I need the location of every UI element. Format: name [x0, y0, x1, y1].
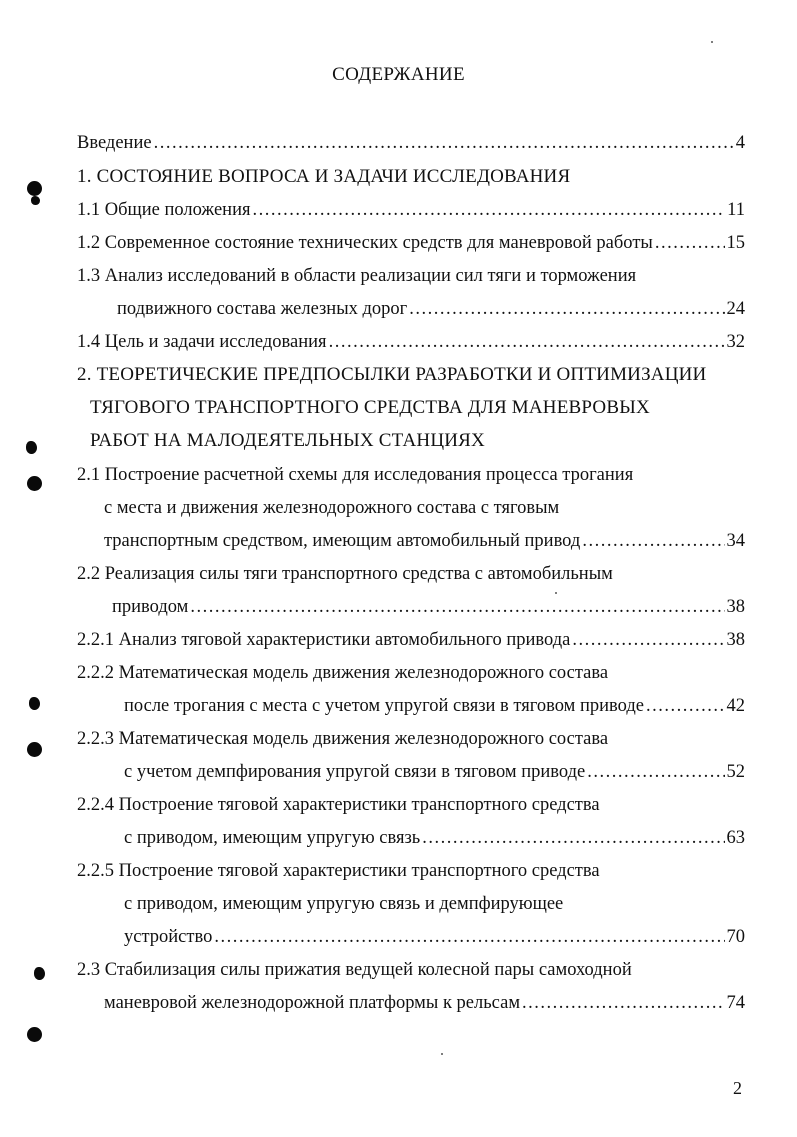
toc-entry-text: подвижного состава железных дорог	[117, 299, 408, 319]
punch-hole-mark	[27, 476, 42, 491]
toc-entry-2-3[interactable]	[104, 991, 745, 1015]
toc-page-number: 32	[726, 332, 745, 352]
toc-entry-text: 2.2.1 Анализ тяговой характеристики автомобильного привода	[77, 630, 571, 650]
toc-entry-intro[interactable]	[77, 131, 745, 155]
toc-entry-2-2[interactable]	[112, 595, 745, 619]
toc-entry-2-2-5-line1[interactable]: 2.2.5 Построение тяговой характеристики транспортного средства	[77, 861, 600, 881]
toc-entry-2-2-3[interactable]	[124, 760, 745, 784]
scan-speck	[711, 41, 713, 43]
punch-hole-mark	[26, 441, 37, 454]
toc-page-number: 15	[726, 233, 745, 253]
dot-leader	[655, 231, 725, 255]
dot-leader	[253, 198, 726, 222]
scan-speck	[555, 592, 557, 594]
toc-entry-2-2-4-line1[interactable]: 2.2.4 Построение тяговой характеристики транспортного средства	[77, 795, 600, 815]
toc-chapter-2-line1[interactable]: 2. ТЕОРЕТИЧЕСКИЕ ПРЕДПОСЫЛКИ РАЗРАБОТКИ И ОПТИМИЗАЦИИ	[77, 364, 707, 385]
toc-chapter-2-line2[interactable]: ТЯГОВОГО ТРАНСПОРТНОГО СРЕДСТВА ДЛЯ МАНЕВРОВЫХ	[90, 397, 650, 418]
toc-page-number: 11	[727, 200, 745, 220]
dot-leader	[190, 595, 724, 619]
page-title: СОДЕРЖАНИЕ	[332, 64, 465, 85]
toc-entry-1-4[interactable]	[77, 330, 745, 354]
toc-entry-2-2-4[interactable]	[124, 826, 745, 850]
scan-speck	[441, 1053, 443, 1055]
toc-entry-2-3-line1[interactable]: 2.3 Стабилизация силы прижатия ведущей колесной пары самоходной	[77, 960, 632, 980]
toc-page-number: 70	[726, 927, 745, 947]
punch-hole-mark	[29, 697, 40, 710]
toc-entry-2-1[interactable]	[104, 529, 745, 553]
toc-entry-2-2-5[interactable]	[124, 925, 745, 949]
dot-leader	[587, 760, 724, 784]
toc-entry-1-3-line1[interactable]: 1.3 Анализ исследований в области реализации сил тяги и торможения	[77, 266, 637, 286]
toc-page-number: 52	[726, 762, 745, 782]
toc-entry-1-1[interactable]	[77, 198, 745, 222]
toc-entry-2-2-5-line2[interactable]: с приводом, имеющим упругую связь и демпфирующее	[124, 894, 564, 914]
toc-entry-1-2[interactable]	[77, 231, 745, 255]
toc-entry-text: 1.1 Общие положения	[77, 200, 251, 220]
dot-leader	[329, 330, 725, 354]
toc-page-number: 74	[726, 993, 745, 1013]
toc-entry-2-1-line2[interactable]: с места и движения железнодорожного состава с тяговым	[104, 498, 560, 518]
toc-entry-2-2-1[interactable]	[77, 628, 745, 652]
dot-leader	[214, 925, 724, 949]
toc-entry-text: 1.4 Цель и задачи исследования	[77, 332, 327, 352]
toc-entry-2-2-2[interactable]	[124, 694, 745, 718]
toc-entry-2-2-2-line1[interactable]: 2.2.2 Математическая модель движения железнодорожного состава	[77, 663, 609, 683]
toc-entry-text: после трогания с места с учетом упругой связи в тяговом приводе	[124, 696, 644, 716]
page-number: 2	[733, 1078, 742, 1098]
toc-page-number: 42	[726, 696, 745, 716]
toc-page-number: 38	[726, 597, 745, 617]
toc-page-number: 24	[726, 299, 745, 319]
toc-entry-text: Введение	[77, 133, 152, 153]
punch-hole-mark	[31, 196, 40, 205]
toc-page-number: 34	[726, 531, 745, 551]
toc-entry-1-3[interactable]	[117, 297, 745, 321]
dot-leader	[646, 694, 725, 718]
punch-hole-mark	[34, 967, 45, 980]
toc-page-number: 63	[726, 828, 745, 848]
dot-leader	[154, 131, 734, 155]
toc-entry-2-1-line1[interactable]: 2.1 Построение расчетной схемы для исследования процесса трогания	[77, 465, 634, 485]
dot-leader	[409, 297, 724, 321]
toc-entry-text: с приводом, имеющим упругую связь	[124, 828, 421, 848]
toc-entry-text: транспортным средством, имеющим автомобильный привод	[104, 531, 581, 551]
toc-page-number: 38	[726, 630, 745, 650]
toc-entry-2-2-line1[interactable]: 2.2 Реализация силы тяги транспортного средства с автомобильным	[77, 564, 613, 584]
toc-entry-text: с учетом демпфирования упругой связи в тяговом приводе	[124, 762, 586, 782]
toc-page-number: 4	[735, 133, 745, 153]
dot-leader	[522, 991, 724, 1015]
toc-entry-text: 1.2 Современное состояние технических средств для маневровой работы	[77, 233, 653, 253]
punch-hole-mark	[27, 742, 42, 757]
dot-leader	[582, 529, 724, 553]
punch-hole-mark	[27, 181, 42, 196]
punch-hole-mark	[27, 1027, 42, 1042]
dot-leader	[572, 628, 724, 652]
toc-entry-text: маневровой железнодорожной платформы к рельсам	[104, 993, 521, 1013]
toc-entry-2-2-3-line1[interactable]: 2.2.3 Математическая модель движения железнодорожного состава	[77, 729, 609, 749]
toc-chapter-1[interactable]: 1. СОСТОЯНИЕ ВОПРОСА И ЗАДАЧИ ИССЛЕДОВАНИЯ	[77, 166, 571, 187]
toc-chapter-2-line3[interactable]: РАБОТ НА МАЛОДЕЯТЕЛЬНЫХ СТАНЦИЯХ	[90, 430, 485, 451]
toc-entry-text: устройство	[124, 927, 213, 947]
dot-leader	[422, 826, 724, 850]
toc-entry-text: приводом	[112, 597, 189, 617]
